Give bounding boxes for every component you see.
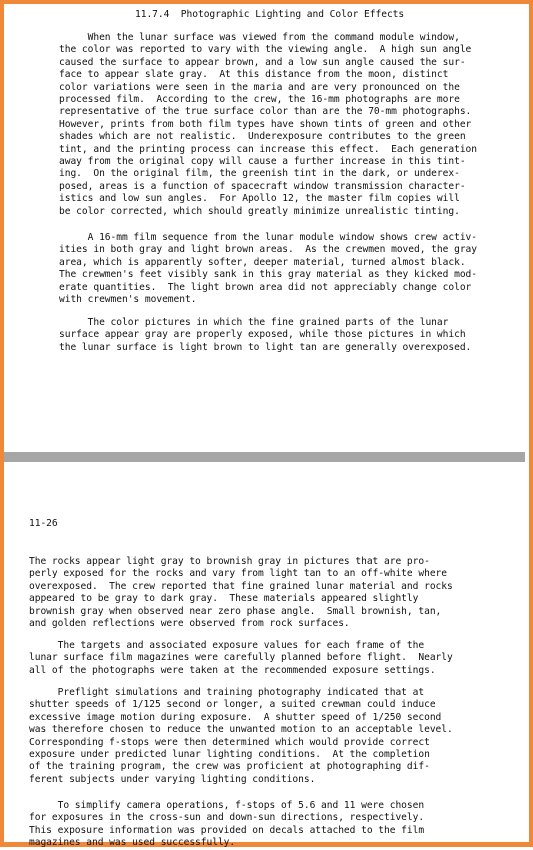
paragraph-lighting-color-3: The color pictures in which the fine grained parts of the lunar surface appear gray are properly exposed, while those pictures in which the lunar surface is light brown to light tan are generally overexposed. xyxy=(59,317,472,353)
paragraph-rock-appearance: The rocks appear light gray to brownish gray in pictures that are pro- perly exposed for the rocks and vary from light tan to an off-white where overexposed. The crew reported that fine grained lunar material and rocks appeared to be gray to dark gray. These materials appeared slightly brownish gray when observed near zero phase angle. Small brownish, tan, and golden reflections were observed from rock surfaces. xyxy=(29,556,453,630)
paragraph-exposure-targets: The targets and associated exposure values for each frame of the lunar surface film magazines were carefully planned before flight. Nearly all of the photographs were taken at the recommended exposure settings. xyxy=(29,640,453,676)
paragraph-lighting-color-1: When the lunar surface was viewed from the command module window, the color was reported to vary with the viewing angle. A high sun angle caused the surface to appear brown, and a low sun angle caused the sur- face to appear slate gray. At this distance from the moon, distinct color variations were seen in the maria and are very pronounced on the processed film. According to the crew, the 16-mm photographs are more representative of the true surface color than are the 70-mm photographs. However, prints from both film types have shown tints of green and other shades which are not realistic. Underexposure contributes to the green tint, and the printing process can increase this effect. Each generation away from the original copy will cause a further increase in this tint- ing. On the original film, the greenish tint in the dark, or underex- posed, areas is a function of spacecraft window transmission character- istics and low sun angles. For Apollo 12, the master film copies will be color corrected, which should greatly minimize unrealistic tinting. xyxy=(59,32,477,217)
section-heading: 11.7.4 Photographic Lighting and Color Effects xyxy=(135,9,405,20)
paragraph-camera-operations: To simplify camera operations, f-stops of 5.6 and 11 were chosen for exposures in the cross-sun and down-sun directions, respectively. This exposure information was provided on decals attached to the film magazines and was used successfully. xyxy=(29,800,425,849)
paragraph-preflight-simulations: Preflight simulations and training photography indicated that at shutter speeds of 1/125 second or longer, a suited crewman could induce excessive image motion during exposure. A shutter speed of 1/250 second was therefore chosen to reduce the unwanted motion to an acceptable level. Corresponding f-stops were then determined which would provide correct exposure under predicted lunar lighting conditions. At the completion of the training program, the crew was proficient at photographing dif- ferent subjects under varying lighting conditions. xyxy=(29,687,453,785)
page-separator xyxy=(4,452,525,462)
document-page-top xyxy=(4,4,525,452)
document-page-bottom xyxy=(4,462,525,849)
page-number: 11-26 xyxy=(29,518,58,529)
paragraph-lighting-color-2: A 16-mm film sequence from the lunar module window shows crew activ- ities in both gray and light brown areas. As the crewmen moved, the gray area, which is apparently softer, deeper material, turned almost black. The crewmen's feet visibly sank in this gray material as they kicked mod- erate quantities. The light brown area did not appreciably change color with crewmen's movement. xyxy=(59,232,477,306)
